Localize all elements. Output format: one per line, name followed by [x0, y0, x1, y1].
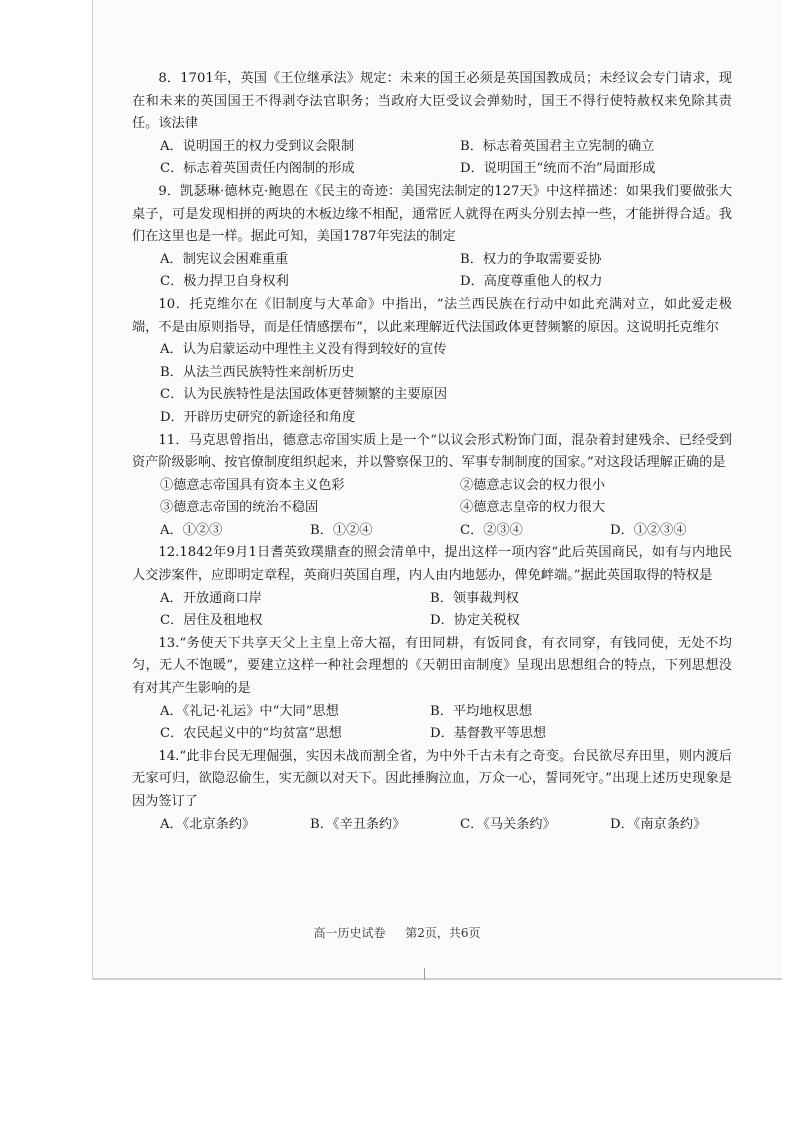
question-stem: 9．凯瑟琳·德林克·鲍恩在《民主的奇迹：美国宪法制定的127天》中这样描述：如果我们要做张大桌子，可是发现相拼的两块的木板边缘不相配，通常匠人就得在两头分别去掉一些，才能拼得合适。我们在这里也是一样。据此可知，美国1787年宪法的制定: [132, 183, 732, 245]
option-b: B．标志着英国君主立宪制的确立: [460, 138, 655, 154]
option-d: D．说明国王“统而不治”局面形成: [460, 161, 656, 177]
statement-list: [132, 475, 732, 520]
question-list: [132, 68, 732, 836]
option-a: A．《北京条约》: [160, 816, 256, 832]
option-b: B．从法兰西民族特性来剖析历史: [160, 364, 355, 380]
option-b: B．权力的争取需要妥协: [460, 251, 602, 267]
option-a: A．制宪议会困难重重: [160, 251, 289, 267]
option-a: A．认为启蒙运动中理性主义没有得到较好的宣传: [160, 342, 447, 358]
option-b: B．《辛丑条约》: [310, 816, 406, 832]
option-c: C．《马关条约》: [460, 816, 556, 832]
option-d: D．高度尊重他人的权力: [460, 274, 603, 290]
option-a: A．开放通商口岸: [160, 590, 262, 606]
question-stem: 14.“此非台民无理倔强，实因未战而割全省，为中外千古未有之奇变。台民欲尽弃田里，则内渡后无家可归，欲隐忍偷生，实无颜以对天下。因此捶胸泣血，万众一心，誓同死守。”出现上述历史现象是因为签订了: [132, 748, 732, 809]
fold-mark: [424, 968, 425, 980]
page-edge: [92, 978, 782, 980]
option-list: [132, 814, 732, 837]
option-c: C．②③④: [460, 522, 523, 538]
question-12: [132, 542, 732, 632]
statement-3: ③德意志帝国的统治不稳固: [160, 500, 319, 516]
option-d: D．《南京条约》: [610, 816, 707, 832]
option-c: C．标志着英国责任内阁制的形成: [160, 161, 355, 177]
option-a: A．①②③: [160, 522, 223, 538]
question-10: [132, 294, 732, 430]
option-d: D．协定关税权: [430, 613, 520, 629]
option-d: D．基督教平等思想: [430, 726, 547, 742]
question-9: [132, 181, 732, 294]
question-stem: 12.1842年9月1日耆英致璞鼎查的照会清单中，提出这样一项内容“此后英国商民，如有与内地民人交涉案件，应即明定章程，英商归英国自理，内人由内地惩办，俾免衅端。”据此英国取得的特权是: [132, 545, 732, 584]
page-footer: [0, 924, 794, 941]
option-c: C．农民起义中的“均贫富”思想: [160, 726, 342, 742]
question-8: [132, 68, 732, 181]
option-c: C．极力捍卫自身权利: [160, 274, 289, 290]
option-list: [132, 588, 732, 633]
option-b: B．①②④: [310, 522, 373, 538]
statement-2: ②德意志议会的权力很小: [460, 477, 606, 493]
question-13: [132, 633, 732, 746]
option-list: [132, 249, 732, 294]
exam-title: 高一历史试卷: [313, 926, 386, 940]
page-number: 第2页，共6页: [405, 926, 481, 940]
question-11: [132, 430, 732, 543]
option-d: D．开辟历史研究的新途径和角度: [160, 409, 356, 425]
question-14: [132, 746, 732, 836]
statement-4: ④德意志皇帝的权力很大: [460, 500, 606, 516]
option-list: [132, 701, 732, 746]
option-list: [132, 136, 732, 181]
option-b: B．平均地权思想: [430, 703, 533, 719]
option-list: [132, 339, 732, 429]
question-stem: 11．马克思曾指出，德意志帝国实质上是一个“以议会形式粉饰门面，混杂着封建残余、已经受到资产阶级影响、按官僚制度组织起来，并以警察保卫的、军事专制制度的国家。”对这段话理解正确的是: [132, 432, 732, 471]
option-list: [132, 520, 732, 543]
option-a: A．说明国王的权力受到议会限制: [160, 138, 355, 154]
question-stem: 10．托克维尔在《旧制度与大革命》中指出，“法兰西民族在行动中如此充满对立，如此爱走极端，不是由原则指导，而是任情感摆布”，以此来理解近代法国政体更替频繁的原因。这说明托克维尔: [132, 296, 732, 335]
page-edge: [92, 0, 93, 980]
statement-1: ①德意志帝国具有资本主义色彩: [160, 477, 345, 493]
question-stem: 8．1701年，英国《王位继承法》规定：未来的国王必须是英国国教成员；未经议会专门请求，现在和未来的英国国王不得剥夺法官职务；当政府大臣受议会弹劾时，国王不得行使特赦权来免除其责任。该法律: [132, 71, 732, 132]
option-c: C．认为民族特性是法国政体更替频繁的主要原因: [160, 387, 448, 403]
option-a: A．《礼记·礼运》中“大同”思想: [160, 703, 339, 719]
question-stem: 13.“务使天下共享天父上主皇上帝大福，有田同耕，有饭同食，有衣同穿，有钱同使，无处不均匀，无人不饱暖”，要建立这样一种社会理想的《天朝田亩制度》呈现出思想组合的特点，下列思想没有对其产生影响的是: [132, 635, 732, 697]
option-d: D．①②③④: [610, 522, 687, 538]
option-c: C．居住及租地权: [160, 613, 263, 629]
option-b: B．领事裁判权: [430, 590, 519, 606]
